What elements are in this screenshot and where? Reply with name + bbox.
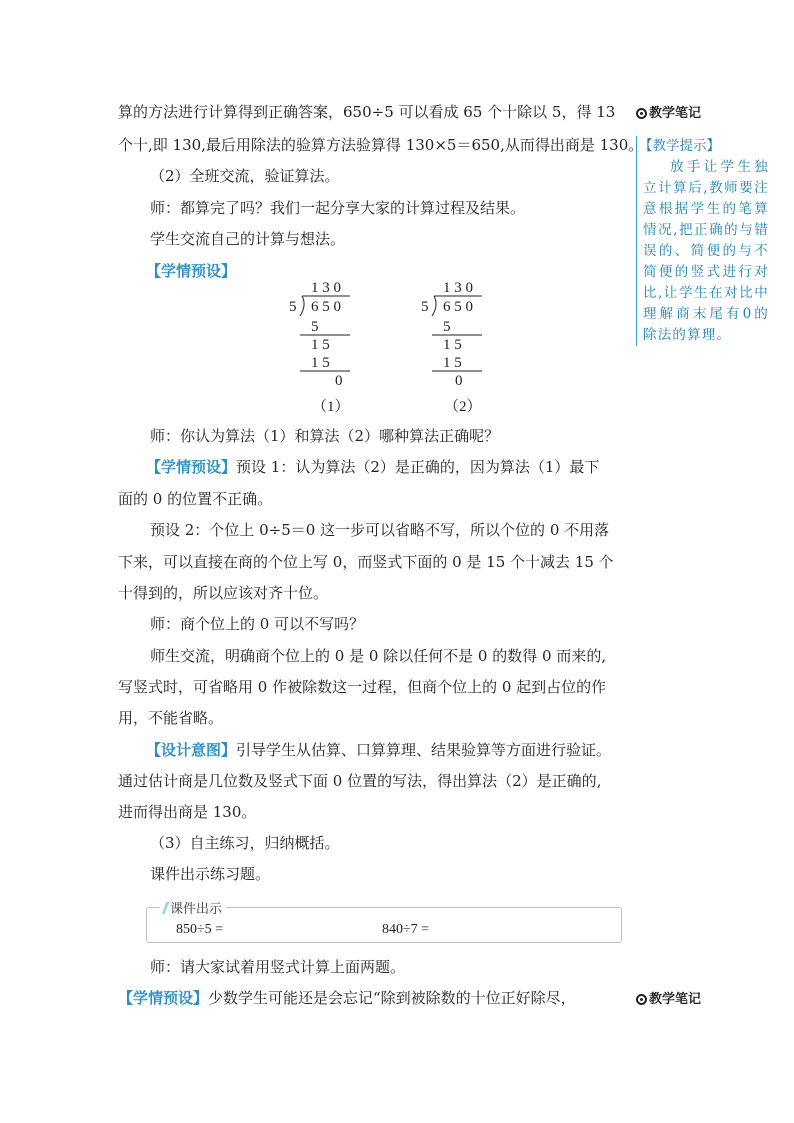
- quotient: 1 3 0: [443, 280, 473, 296]
- paragraph-line: 师：都算完了吗？我们一起分享大家的计算过程及结果。: [150, 199, 526, 217]
- exercise-title: 课件出示: [160, 898, 226, 917]
- step2: 1 5: [443, 337, 462, 353]
- teaching-notes-header: 教学笔记: [636, 102, 701, 121]
- tag-xueqing: 【学情预设】: [146, 262, 237, 280]
- paragraph-line: 十得到的，所以应该对齐十位。: [118, 584, 329, 602]
- step2: 1 5: [311, 337, 330, 353]
- paragraph-line: 写竖式时，可省略用 0 作被除数这一过程，但商个位上的 0 起到占位的作: [118, 678, 607, 696]
- paragraph-line: 下来，可以直接在商的个位上写 0，而竖式下面的 0 是 15 个十减去 15 个: [118, 553, 614, 571]
- label-2: （2）: [444, 399, 482, 415]
- target-icon: [636, 108, 647, 119]
- paragraph-line: 预设 2：个位上 0÷5＝0 这一步可以省略不写，所以个位的 0 不用落: [150, 521, 610, 539]
- paragraph-line: 【学情预设】预设 1：认为算法（2）是正确的，因为算法（1）最下: [146, 458, 600, 476]
- dividend: 6 5 0: [311, 299, 341, 315]
- dividend: 6 5 0: [443, 299, 473, 315]
- tag-sheji: 【设计意图】: [146, 741, 237, 759]
- step1: 5: [311, 319, 319, 335]
- target-icon: [636, 994, 647, 1005]
- paragraph-line: 师生交流，明确商个位上的 0 是 0 除以任何不是 0 的数得 0 而来的,: [150, 647, 607, 665]
- slash-icon: [162, 902, 169, 914]
- paragraph-line: 算的方法进行计算得到正确答案，650÷5 可以看成 65 个十除以 5，得 13: [118, 103, 616, 121]
- divisor: 5: [421, 299, 429, 315]
- tip-body: 放手让学生独立计算后,教师要注意根据学生的笔算情况,把正确的与错误的、简便的与不简便的竖式进行对比,让学生在对比中理解商末尾有0的除法的算理。: [643, 159, 769, 343]
- paragraph-line: 【设计意图】引导学生从估算、口算算理、结果验算等方面进行验证。: [146, 741, 612, 759]
- remainder: 0: [455, 373, 463, 389]
- step3: 1 5: [311, 355, 330, 371]
- paragraph-line: 通过估计商是几位数及竖式下面 0 位置的写法，得出算法（2）是正确的,: [118, 772, 602, 790]
- remainder: 0: [335, 373, 343, 389]
- exercise-q2: 840÷7 =: [382, 922, 430, 937]
- paragraph-line: 【学情预设】少数学生可能还是会忘记“除到被除数的十位正好除尽，: [118, 989, 576, 1007]
- paragraph-line: 学生交流自己的计算与想法。: [150, 230, 346, 248]
- paragraph-line: 课件出示练习题。: [150, 865, 271, 883]
- paragraph-line: 用，不能省略。: [118, 709, 224, 727]
- paragraph-line: 个十,即 130,最后用除法的验算方法验算得 130×5＝650,从而得出商是 130。: [118, 136, 644, 154]
- tip-title: 【教学提示】: [639, 138, 720, 154]
- long-division-2: [412, 278, 492, 390]
- paragraph-line: （3）自主练习，归纳概括。: [150, 834, 340, 852]
- paragraph-line: 师：请大家试着用竖式计算上面两题。: [150, 958, 406, 976]
- step3: 1 5: [443, 355, 462, 371]
- paragraph-line: 面的 0 的位置不正确。: [118, 490, 273, 508]
- exercise-q1: 850÷5 =: [176, 922, 224, 937]
- paragraph-line: 师：你认为算法（1）和算法（2）哪种算法正确呢？: [150, 427, 500, 445]
- divisor: 5: [289, 299, 297, 315]
- label-1: （1）: [312, 399, 350, 415]
- long-division-1: [280, 278, 360, 390]
- paragraph-line: （2）全班交流，验证算法。: [150, 167, 340, 185]
- quotient: 1 3 0: [311, 280, 341, 296]
- teaching-notes-header-2: 教学笔记: [636, 988, 701, 1007]
- paragraph-line: 师：商个位上的 0 可以不写吗？: [150, 615, 365, 633]
- tag-xueqing: 【学情预设】: [118, 989, 209, 1007]
- tag-xueqing: 【学情预设】: [146, 458, 237, 476]
- paragraph-line: 进而得出商是 130。: [118, 803, 257, 821]
- step1: 5: [443, 319, 451, 335]
